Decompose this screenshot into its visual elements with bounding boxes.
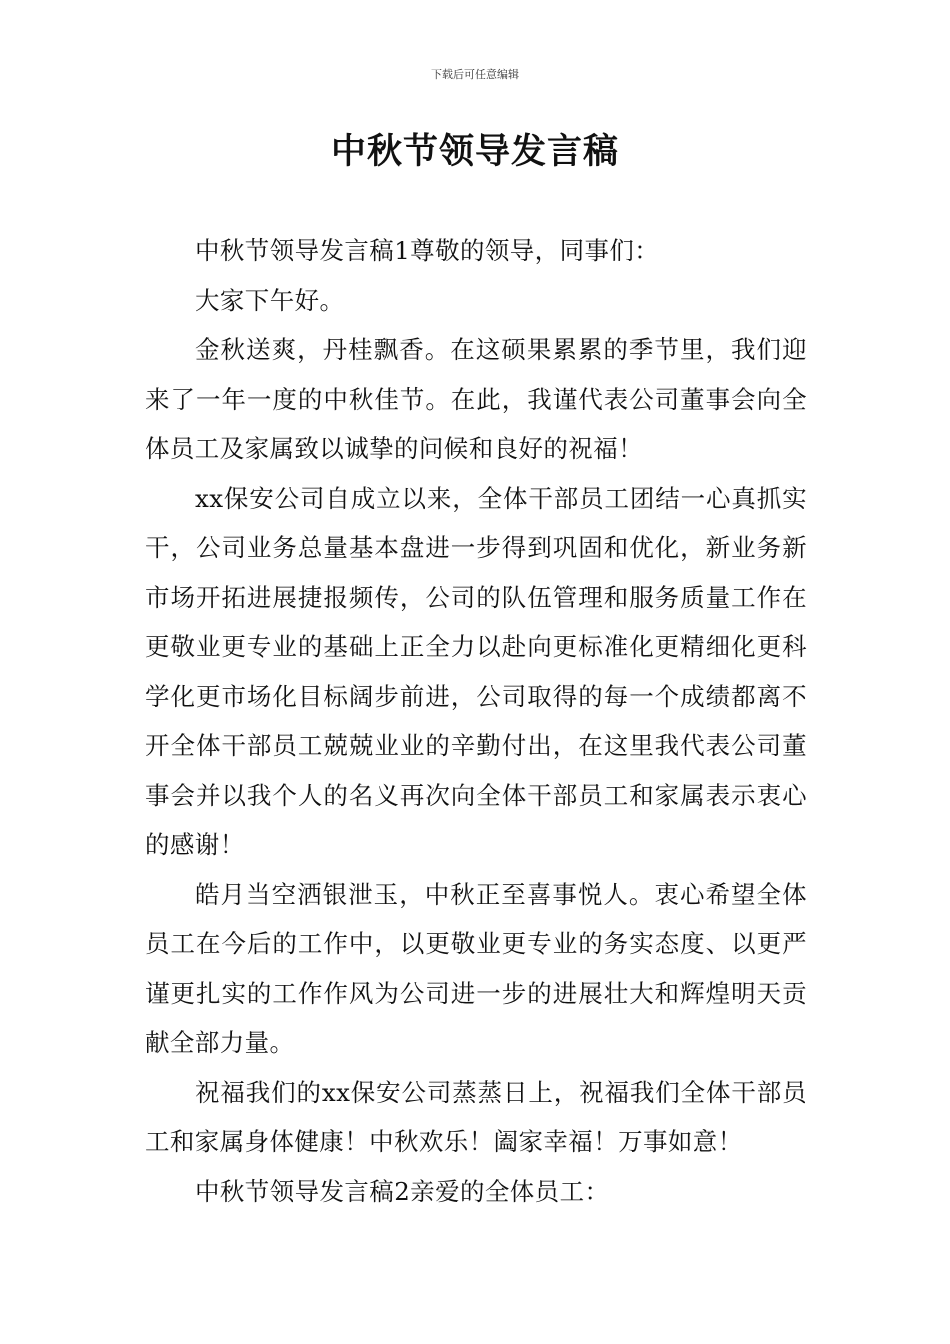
paragraph-1: 中秋节领导发言稿1尊敬的领导，同事们： [195,236,660,265]
header-note: 下载后可任意编辑 [431,68,519,81]
paragraph-6: 祝福我们的xx保安公司蒸蒸日上，祝福我们全体干部员工和家属身体健康！中秋欢乐！阖家幸福！万事如意！ [145,1077,807,1156]
document-title: 中秋节领导发言稿 [330,132,619,172]
paragraph-2: 大家下午好。 [195,285,345,315]
paragraph-3: 金秋送爽，丹桂飘香。在这硕果累累的季节里，我们迎来了一年一度的中秋佳节。在此，我谨代表公司董事会向全体员工及家属致以诚挚的问候和良好的祝福！ [145,335,807,463]
paragraph-5: 皓月当空洒银泄玉，中秋正至喜事悦人。衷心希望全体员工在今后的工作中，以更敬业更专业的务实态度、以更严谨更扎实的工作作风为公司进一步的进展壮大和辉煌明天贡献全部力量。 [145,879,807,1057]
document-body [145,226,807,1216]
paragraph-4: xx保安公司自成立以来，全体干部员工团结一心真抓实干，公司业务总量基本盘进一步得到巩固和优化，新业务新市场开拓进展捷报频传，公司的队伍管理和服务质量工作在更敬业更专业的基础上正全力以赴向更标准化更精细化更科学化更市场化目标阔步前进，公司取得的每一个成绩都离不开全体干部员工兢兢业业的辛勤付出，在这里我代表公司董事会并以我个人的名义再次向全体干部员工和家属表示衷心的感谢！ [145,483,807,859]
paragraph-7: 中秋节领导发言稿2亲爱的全体员工： [195,1176,610,1206]
